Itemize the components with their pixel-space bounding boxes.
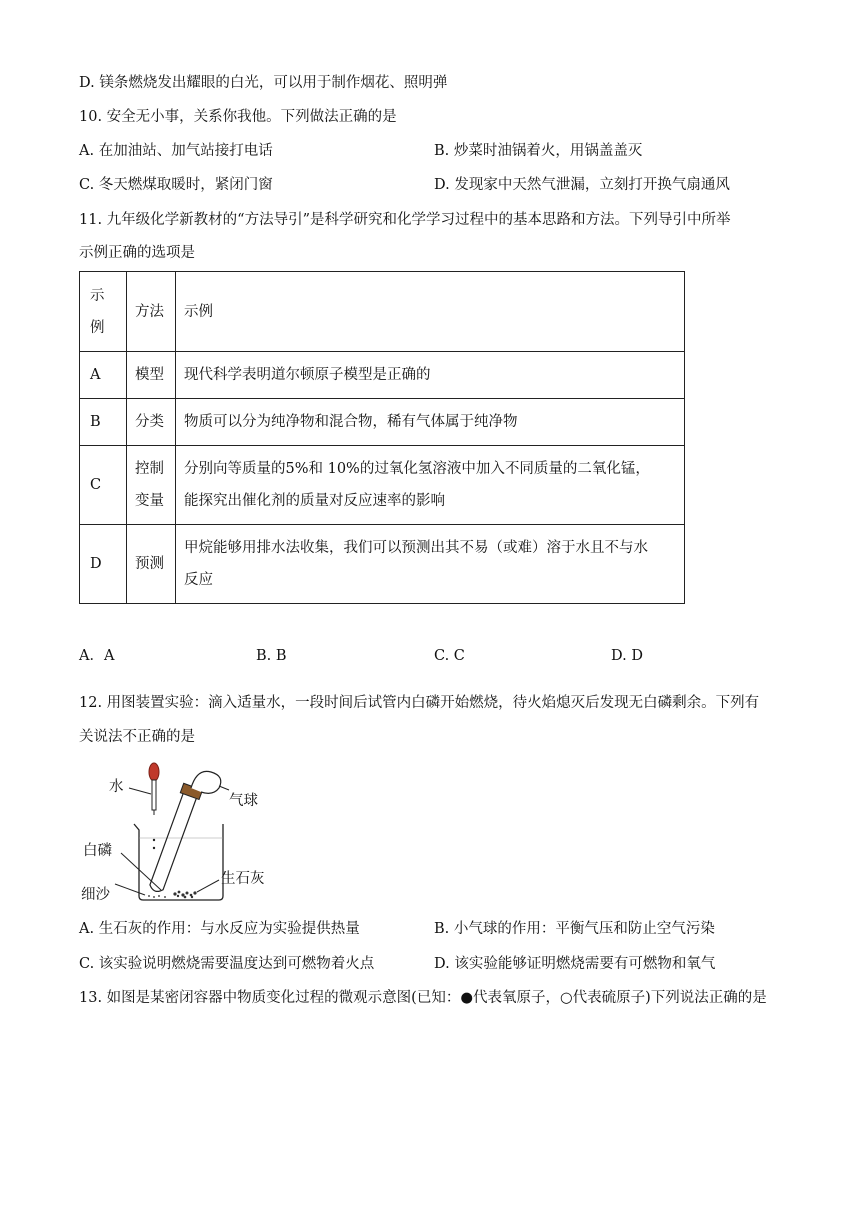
row-example: 现代科学表明道尔顿原子模型是正确的 [176,352,685,399]
q12-stem-line2: 关说法不正确的是 [79,729,195,745]
table-row [80,352,685,399]
row-key: C [80,446,127,525]
row-method: 预测 [127,525,176,604]
label-quicklime: 生石灰 [221,871,265,887]
header-text: 示 [90,287,105,304]
q12-option-d: D. 该实验能够证明燃烧需要有可燃物和氧气 [434,956,716,972]
q11-option-a: A．A [79,648,115,664]
header-cell-example: 示例 [176,272,685,352]
q10-stem: 10. 安全无小事，关系你我他。下列做法正确的是 [79,109,397,125]
q12-option-c: C. 该实验说明燃烧需要温度达到可燃物着火点 [79,956,375,972]
row-method-line: 变量 [135,493,164,509]
sand-particles [148,895,166,898]
q11-option-b: B. B [256,648,287,664]
label-water: 水 [109,779,124,795]
q10-option-c: C. 冬天燃煤取暖时，紧闭门窗 [79,177,273,193]
label-balloon: 气球 [229,793,258,809]
row-key: B [80,399,127,446]
table-row [80,525,685,604]
q12-apparatus-figure [79,758,299,908]
row-method-line: 控制 [135,461,164,477]
header-cell-example-index [80,272,127,352]
table-header-row [80,272,685,352]
row-example: 物质可以分为纯净物和混合物，稀有气体属于纯净物 [176,399,685,446]
table-row [80,446,685,525]
q10-option-b: B. 炒菜时油锅着火，用锅盖盖灭 [434,143,643,159]
row-example-line: 能探究出催化剂的质量对反应速率的影响 [184,493,445,509]
table-row [80,399,685,446]
dropper-bulb [149,763,159,781]
q12-option-a: A. 生石灰的作用：与水反应为实验提供热量 [79,921,360,937]
row-example [176,525,685,604]
label-white-phosphorus: 白磷 [83,843,112,859]
label-fine-sand: 细沙 [81,887,110,903]
row-example-line: 反应 [184,572,213,588]
q10-option-a: A. 在加油站、加气站接打电话 [79,143,273,159]
q10-option-d: D. 发现家中天然气泄漏，立刻打开换气扇通风 [434,177,730,193]
header-cell-method: 方法 [127,272,176,352]
q12-option-b: B. 小气球的作用：平衡气压和防止空气污染 [434,921,715,937]
q11-stem-line1: 11. 九年级化学新教材的“方法导引”是科学研究和化学学习过程中的基本思路和方法。下列导引中所举 [79,212,731,228]
beaker [134,824,223,900]
row-key: D [80,525,127,604]
row-example-line: 甲烷能够用排水法收集，我们可以预测出其不易（或难）溶于水且不与水 [184,540,648,556]
row-method: 模型 [127,352,176,399]
q13-stem: 13. 如图是某密闭容器中物质变化过程的微观示意图(已知：●代表氧原子，○代表硫原子)下列说法正确的是 [79,990,767,1006]
row-example-line: 分别向等质量的5%和 10%的过氧化氢溶液中加入不同质量的二氧化锰， [184,461,650,477]
q9-option-d: D. 镁条燃烧发出耀眼的白光，可以用于制作烟花、照明弹 [79,75,448,91]
row-key: A [80,352,127,399]
q12-stem-line1: 12. 用图装置实验：滴入适量水，一段时间后试管内白磷开始燃烧，待火焰熄灭后发现无白磷剩余。下列有 [79,695,760,711]
row-method [127,446,176,525]
q11-stem-line2: 示例正确的选项是 [79,245,195,261]
dropper-tube [152,780,156,810]
row-method: 分类 [127,399,176,446]
quicklime-particles [173,891,196,899]
row-example [176,446,685,525]
q11-option-c: C. C [434,648,465,664]
header-text: 例 [90,319,105,336]
q11-option-d: D. D [611,648,643,664]
q11-method-table [79,271,685,604]
